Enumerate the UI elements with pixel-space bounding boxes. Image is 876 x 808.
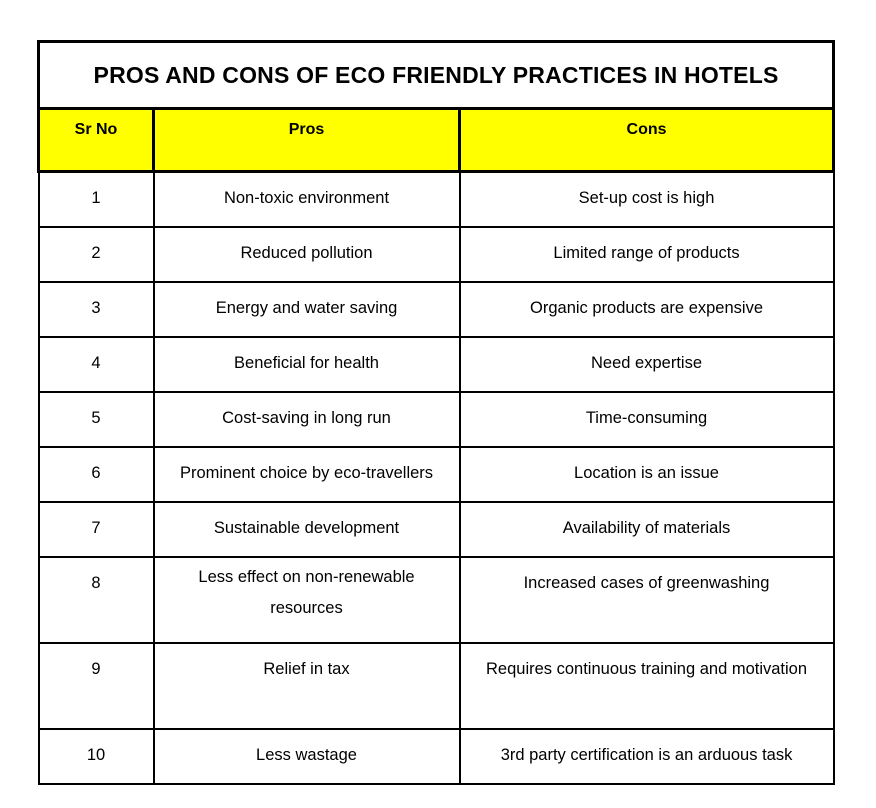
pros-cell: Prominent choice by eco-travellers xyxy=(154,447,460,502)
pros-cell: Cost-saving in long run xyxy=(154,392,460,447)
cons-cell: Organic products are expensive xyxy=(460,282,834,337)
sr-no-cell: 5 xyxy=(39,392,154,447)
table-row xyxy=(39,729,834,784)
pros-cell: Reduced pollution xyxy=(154,227,460,282)
table-row xyxy=(39,172,834,228)
title-row xyxy=(39,42,834,109)
sr-no-cell: 10 xyxy=(39,729,154,784)
sr-no-cell: 8 xyxy=(39,557,154,643)
cons-cell: Time-consuming xyxy=(460,392,834,447)
cons-cell: Availability of materials xyxy=(460,502,834,557)
pros-cell: Less effect on non-renewable resources xyxy=(154,557,460,643)
table-row xyxy=(39,337,834,392)
pros-cons-table xyxy=(37,40,835,785)
sr-no-cell: 3 xyxy=(39,282,154,337)
table-row xyxy=(39,282,834,337)
header-sr-no: Sr No xyxy=(39,109,154,172)
sr-no-cell: 4 xyxy=(39,337,154,392)
table-row xyxy=(39,447,834,502)
cons-cell: Requires continuous training and motivation xyxy=(460,643,834,729)
header-cons: Cons xyxy=(460,109,834,172)
cons-cell: Need expertise xyxy=(460,337,834,392)
pros-cell: Relief in tax xyxy=(154,643,460,729)
cons-cell: Increased cases of greenwashing xyxy=(460,557,834,643)
cons-cell: Location is an issue xyxy=(460,447,834,502)
sr-no-cell: 7 xyxy=(39,502,154,557)
table-row xyxy=(39,392,834,447)
sr-no-cell: 2 xyxy=(39,227,154,282)
cons-cell: 3rd party certification is an arduous task xyxy=(460,729,834,784)
cons-cell: Set-up cost is high xyxy=(460,172,834,228)
table-row xyxy=(39,227,834,282)
pros-cell: Less wastage xyxy=(154,729,460,784)
sr-no-cell: 6 xyxy=(39,447,154,502)
sr-no-cell: 9 xyxy=(39,643,154,729)
header-pros: Pros xyxy=(154,109,460,172)
pros-cell: Energy and water saving xyxy=(154,282,460,337)
header-row xyxy=(39,109,834,172)
sr-no-cell: 1 xyxy=(39,172,154,228)
table-title: PROS AND CONS OF ECO FRIENDLY PRACTICES IN HOTELS xyxy=(39,42,834,109)
table-row xyxy=(39,643,834,729)
pros-cons-table-container xyxy=(37,40,832,785)
pros-cell: Non-toxic environment xyxy=(154,172,460,228)
table-row xyxy=(39,502,834,557)
table-row xyxy=(39,557,834,643)
cons-cell: Limited range of products xyxy=(460,227,834,282)
pros-cell: Beneficial for health xyxy=(154,337,460,392)
pros-cell: Sustainable development xyxy=(154,502,460,557)
